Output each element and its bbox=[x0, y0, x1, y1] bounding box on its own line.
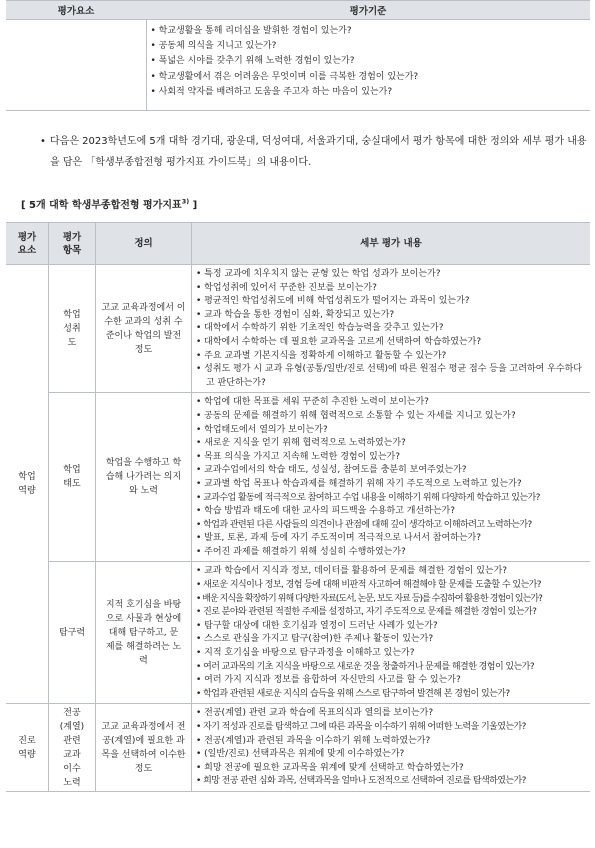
list-item: • 학습 방법과 태도에 대한 교사의 피드백을 수용하고 개선하는가? bbox=[196, 505, 590, 519]
item-cell: 학업 태도 bbox=[49, 393, 96, 562]
list-item: • 학업성취에 있어서 꾸준한 진보를 보이는가? bbox=[196, 282, 590, 296]
list-item: • 전공(계열) 관련 교과 학습에 목표의식과 열의를 보이는가? bbox=[196, 707, 590, 721]
detail-cell bbox=[192, 393, 591, 562]
criteria-row bbox=[6, 20, 590, 111]
list-item: • 지적 호기심을 바탕으로 탐구과정을 이해하고 있는가? bbox=[196, 647, 590, 661]
area-academic: 학업 역량 bbox=[6, 265, 49, 704]
list-item: • 교과 학습에서 지식과 정보, 데이터를 활용하여 문제를 해결한 경험이 있는가? bbox=[196, 565, 590, 579]
item-cell: 탐구력 bbox=[49, 562, 96, 704]
list-item: • 공동의 문제를 해결하기 위해 협력적으로 소통할 수 있는 자세를 지니고 있는가? bbox=[196, 410, 590, 424]
item-cell: 학업 성취도 bbox=[49, 265, 96, 393]
table-caption: [ 5개 대학 학생부종합전형 평가지표$^{3)}$ ] bbox=[21, 197, 198, 211]
table-row bbox=[6, 265, 590, 393]
detail-cell bbox=[192, 704, 591, 792]
list-item: • 희망 전공에 필요한 교과목을 위계에 맞게 선택하고 학습하였는가? bbox=[196, 762, 590, 776]
header-definition: 정의 bbox=[96, 223, 192, 265]
definition-cell: 지적 호기심을 바탕으로 사물과 현상에 대해 탐구하고, 문제를 해결하려는 노력 bbox=[96, 562, 192, 704]
list-item: • 학업태도에서 열의가 보이는가? bbox=[196, 424, 590, 438]
list-item: • 교과수업 활동에 적극적으로 참여하고 수업 내용을 이해하기 위해 다양하게 학습하고 있는가? bbox=[196, 492, 590, 506]
list-item: • 교과별 학업 목표나 학습과제를 해결하기 위해 자기 주도적으로 노력하고 있는가? bbox=[196, 478, 590, 492]
list-item: • 새로운 지식이나 정보, 경험 등에 대해 비판적 사고하여 해결해야 할 문제를 도출할 수 있는가? bbox=[196, 579, 590, 593]
list-item: • 여러 교과목의 기초 지식을 바탕으로 새로운 것을 창출하거나 문제를 해결한 경험이 있는가? bbox=[196, 661, 590, 675]
table-row bbox=[6, 562, 590, 704]
list-item: • 교과수업에서의 학습 태도, 성실성, 참여도를 충분히 보여주었는가? bbox=[196, 464, 590, 478]
list-item: • (일반/진로) 선택과목은 위계에 맞게 이수하였는가? bbox=[196, 748, 590, 762]
area-career: 진로 역량 bbox=[6, 704, 49, 792]
table-row bbox=[6, 393, 590, 562]
list-item: • 사회적 약자를 배려하고 도움을 주고자 하는 마음이 있는가? bbox=[151, 85, 591, 100]
bullet-icon: • bbox=[40, 136, 46, 147]
list-item: • 주어진 과제를 해결하기 위해 성실히 수행하였는가? bbox=[196, 546, 590, 560]
criteria-table bbox=[6, 0, 590, 111]
header-detail: 세부 평가 내용 bbox=[192, 223, 591, 265]
list-item: • 학업과 관련된 다른 사람들의 의견이나 관점에 대해 깊이 생각하고 이해하려고 노력하는가? bbox=[196, 519, 590, 533]
list-item: • 특정 교과에 치우치지 않는 균형 있는 학업 성과가 보이는가? bbox=[196, 268, 590, 282]
item-cell: 전공 (계열) 관련 교과 이수 노력 bbox=[49, 704, 96, 792]
list-item: • 자기 적성과 진로를 탐색하고 그에 따른 과목을 이수하기 위해 어떠한 노력을 기울였는가? bbox=[196, 721, 590, 735]
criteria-table-header bbox=[6, 1, 590, 20]
detail-cell bbox=[192, 265, 591, 393]
list-item: • 폭넓은 시야를 갖추기 위해 노력한 경험이 있는가? bbox=[151, 54, 591, 69]
list-item: • 학업에 대한 목표를 세워 꾸준히 추진한 노력이 보이는가? bbox=[196, 396, 590, 410]
list-item: • 교과 학습을 통한 경험이 심화, 확장되고 있는가? bbox=[196, 309, 590, 323]
list-item: • 스스로 관심을 가지고 탐구(참여)한 주제나 활동이 있는가? bbox=[196, 633, 590, 647]
evaluation-table bbox=[6, 222, 590, 792]
intro-text: 다음은 2023학년도에 5개 대학 경기대, 광운대, 덕성여대, 서울과기대, 숭실대에서 평가 항목에 대한 정의와 세부 평가 내용을 담은 「학생부종합전형 평가지표 가이드북」의 내용이다. bbox=[50, 136, 587, 168]
list-item: • 학교생활을 통해 리더십을 발휘한 경험이 있는가? bbox=[151, 24, 591, 39]
footnote-ref[interactable]: 3) bbox=[181, 197, 190, 206]
list-item: • 학업과 관련된 새로운 지식의 습득을 위해 스스로 탐구하여 발견해 본 경험이 있는가? bbox=[196, 688, 590, 702]
list-item: • 공동체 의식을 지니고 있는가? bbox=[151, 39, 591, 54]
list-item: • 성취도 평가 시 교과 유형(공통/일반/진로 선택)에 따른 원점수 평균 점수 등을 고려하여 우수하다고 판단하는가? bbox=[196, 363, 590, 390]
definition-cell: 고교 교육과정에서 이수한 교과의 성취 수준이나 학업의 발전 정도 bbox=[96, 265, 192, 393]
header-area: 평가 요소 bbox=[6, 223, 49, 265]
list-item: • 여러 가지 지식과 정보를 융합하여 자신만의 사고를 할 수 있는가? bbox=[196, 674, 590, 688]
list-item: • 학교생활에서 겪은 어려움은 무엇이며 이를 극복한 경험이 있는가? bbox=[151, 70, 591, 85]
definition-cell: 학업을 수행하고 학습해 나가려는 의지와 노력 bbox=[96, 393, 192, 562]
list-item: • 새로운 지식을 얻기 위해 협력적으로 노력하였는가? bbox=[196, 437, 590, 451]
list-item: • 대학에서 수학하기 위한 기초적인 학습능력을 갖추고 있는가? bbox=[196, 322, 590, 336]
definition-cell: 고교 교육과정에서 전공(계열)에 필요한 과목을 선택하여 이수한 정도 bbox=[96, 704, 192, 792]
list-item: • 대학에서 수학하는 데 필요한 교과목을 고르게 선택하여 학습하였는가? bbox=[196, 336, 590, 350]
evaluation-table-header bbox=[6, 223, 590, 265]
header-item: 평가 항목 bbox=[49, 223, 96, 265]
header-criteria: 평가기준 bbox=[146, 1, 590, 20]
header-element: 평가요소 bbox=[6, 1, 146, 20]
list-item: • 배운 지식을 확장하기 위해 다양한 자료(도서, 논문, 보도 자료 등)를 수집하여 활용한 경험이 있는가? bbox=[196, 593, 590, 607]
list-item: • 탐구할 대상에 대한 호기심과 열정이 드러난 사례가 있는가? bbox=[196, 620, 590, 634]
list-item: • 주요 교과별 기본지식을 정확하게 이해하고 활동할 수 있는가? bbox=[196, 350, 590, 364]
list-item: • 전공(계열)과 관련된 과목을 이수하기 위해 노력하였는가? bbox=[196, 735, 590, 749]
list-item: • 희망 전공 관련 심화 과목, 선택과목을 얼마나 도전적으로 선택하여 진로를 탐색하였는가? bbox=[196, 775, 590, 789]
list-item: • 목표 의식을 가지고 지속해 노력한 경험이 있는가? bbox=[196, 451, 590, 465]
list-item: • 발표, 토론, 과제 등에 자기 주도적이며 적극적으로 나서서 참여하는가? bbox=[196, 532, 590, 546]
criteria-cell bbox=[146, 20, 590, 111]
element-cell bbox=[6, 20, 146, 111]
table-row bbox=[6, 704, 590, 792]
intro-paragraph bbox=[40, 131, 590, 173]
criteria-list bbox=[151, 24, 591, 100]
list-item: • 진로 분야와 관련된 적절한 주제를 설정하고, 자기 주도적으로 문제를 해결한 경험이 있는가? bbox=[196, 606, 590, 620]
detail-cell bbox=[192, 562, 591, 704]
list-item: • 평균적인 학업성취도에 비해 학업성취도가 떨어지는 과목이 있는가? bbox=[196, 295, 590, 309]
